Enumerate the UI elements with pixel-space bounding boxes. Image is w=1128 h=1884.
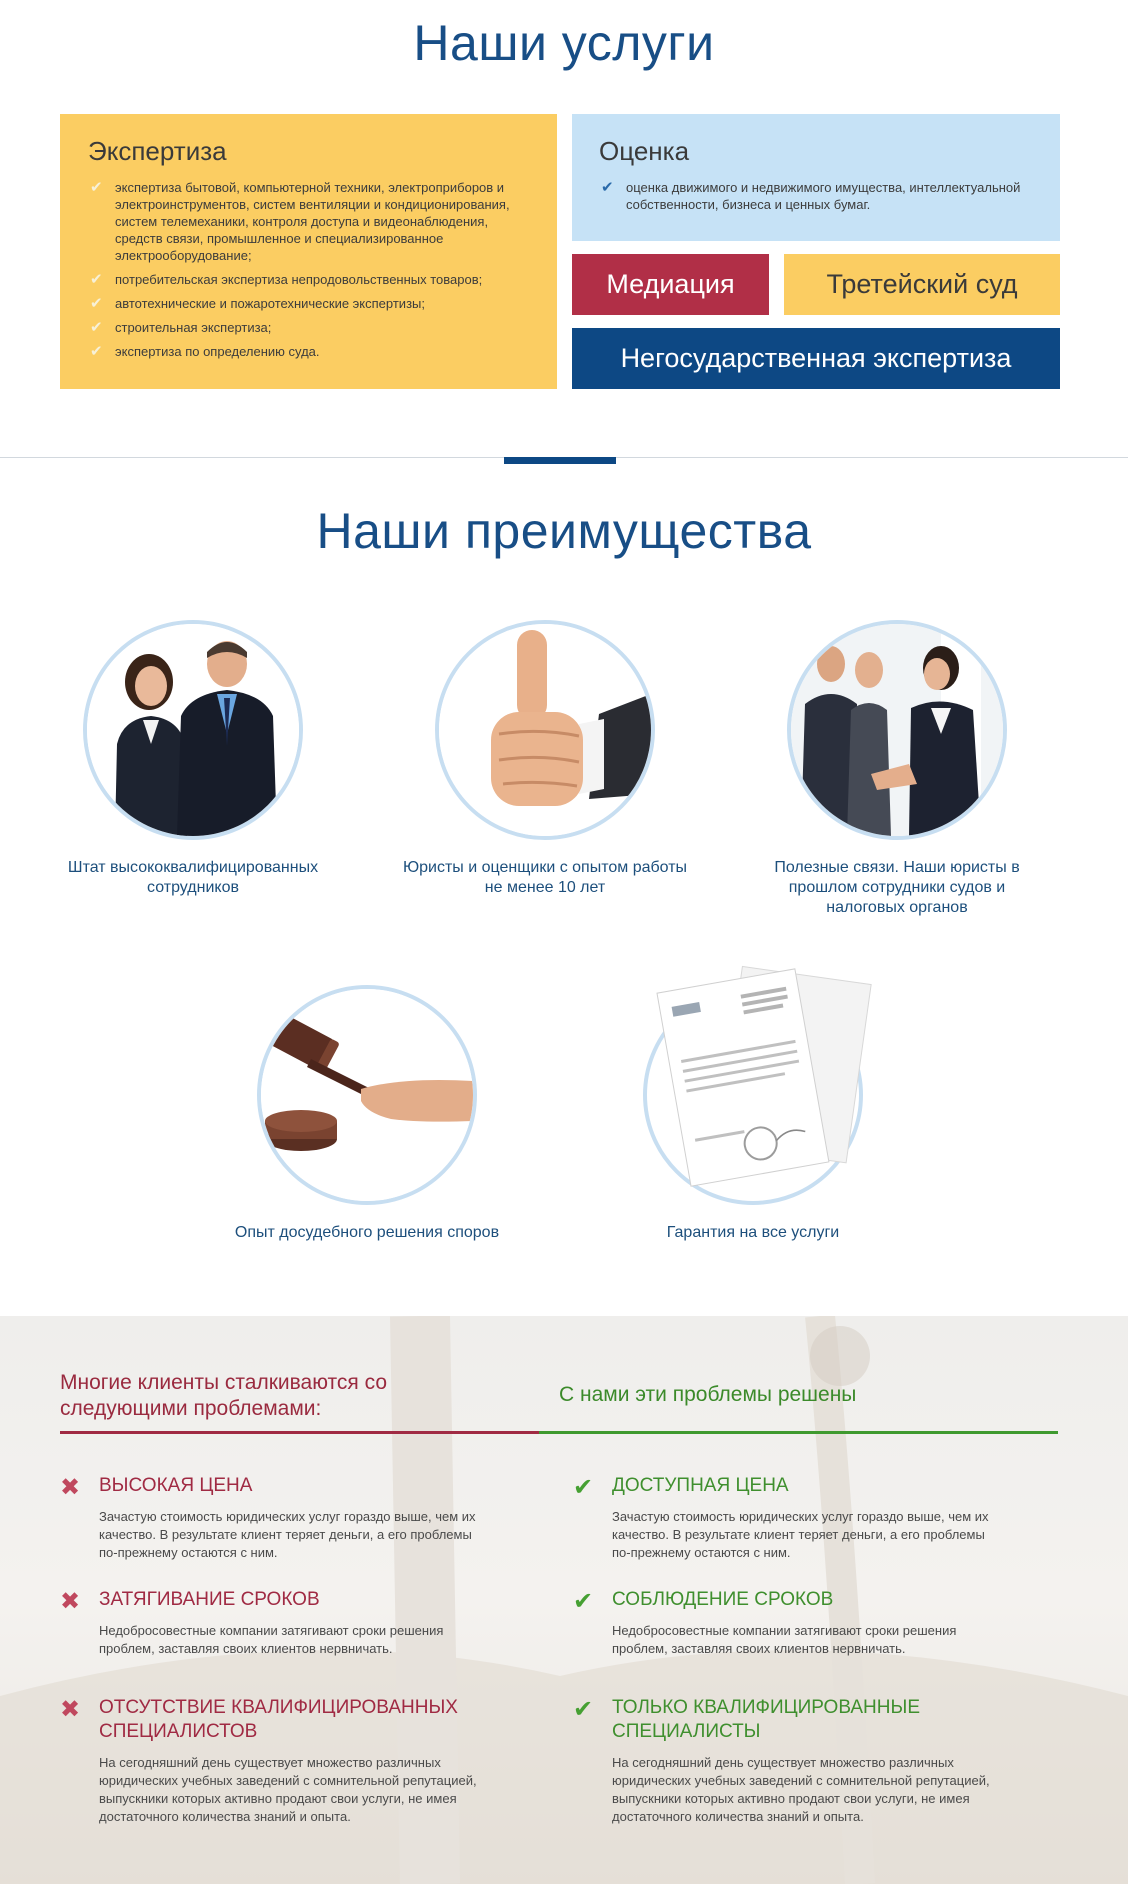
- problem-title: ЗАТЯГИВАНИЕ СРОКОВ: [99, 1589, 320, 1610]
- solution-title: СОБЛЮДЕНИЕ СРОКОВ: [612, 1589, 834, 1610]
- advantage-experience: [400, 620, 690, 898]
- advantages-title: Наши преимущества: [316, 503, 812, 559]
- advantage-staff: [48, 620, 338, 898]
- advantage-text: Штат высококвалифицированных сотрудников: [67, 859, 319, 896]
- expertise-card[interactable]: [60, 114, 557, 389]
- problem-text: Недобросовестные компании затягивают сроки решения проблем, заставляя своих клиентов нервничать.: [99, 1623, 444, 1656]
- advantage-text: Опыт досудебного решения споров: [234, 1224, 500, 1241]
- handshake-icon: [791, 624, 1003, 836]
- advantage-pretrial: [222, 985, 512, 1243]
- arbitration-button[interactable]: Третейский суд: [784, 254, 1060, 315]
- list-item: ✔ оценка движимого и недвижимого имущества, интеллектуальной собственности, бизнеса и ценных бумаг.: [601, 179, 1021, 212]
- left-underline: [60, 1431, 539, 1434]
- solution-title: ДОСТУПНАЯ ЦЕНА: [612, 1475, 789, 1496]
- problem-item: [60, 1474, 476, 1562]
- solution-item: [573, 1696, 990, 1826]
- services-title: Наши услуги: [413, 15, 715, 71]
- problem-title: ВЫСОКАЯ ЦЕНА: [99, 1475, 253, 1496]
- advantage-text: Юристы и оценщики с опытом работы не менее 10 лет: [402, 859, 688, 896]
- cross-icon: ✖: [60, 1588, 81, 1615]
- thumbs-up-photo: [435, 620, 655, 840]
- check-icon: ✔: [90, 319, 103, 336]
- problem-item: [60, 1696, 477, 1826]
- document-icon: [647, 989, 859, 1201]
- solution-text: Зачастую стоимость юридических услуг гораздо выше, чем их качество. В результате клиент теряет деньги, а его проблемы по-прежнему остаются с ним.: [612, 1509, 989, 1560]
- list-item: ✔ строительная экспертиза;: [90, 319, 272, 336]
- check-icon: ✔: [90, 179, 103, 196]
- problems-left-title: Многие клиенты сталкиваются со следующими проблемами:: [60, 1371, 388, 1420]
- documents-photo: [643, 985, 863, 1205]
- check-icon: ✔: [573, 1588, 594, 1615]
- check-icon: ✔: [601, 179, 614, 196]
- advantage-text: Гарантия на все услуги: [666, 1224, 840, 1241]
- section-divider-accent: [504, 457, 616, 464]
- staff-photo: [83, 620, 303, 840]
- expertise-list: [88, 179, 529, 360]
- solution-title: ТОЛЬКО КВАЛИФИЦИРОВАННЫЕ СПЕЦИАЛИСТЫ: [612, 1697, 920, 1742]
- people-icon: [87, 624, 299, 836]
- mediation-button[interactable]: Медиация: [572, 254, 769, 315]
- list-item: ✔ автотехнические и пожаротехнические экспертизы;: [90, 295, 425, 312]
- right-underline: [539, 1431, 1058, 1434]
- problems-section: [0, 1316, 1128, 1884]
- cross-icon: ✖: [60, 1696, 81, 1723]
- list-item: ✔ потребительская экспертиза непродовольственных товаров;: [90, 271, 483, 288]
- list-item: ✔ экспертиза бытовой, компьютерной техники, электроприборов и электроинструментов, систем вентиляции и кондиционирования, систем телемеханики, контроля доступа и видеонаблюдения, средств связи, промышленное и специализированное электрооборудование;: [90, 179, 510, 263]
- problem-title: ОТСУТСТВИЕ КВАЛИФИЦИРОВАННЫХ СПЕЦИАЛИСТОВ: [99, 1697, 458, 1742]
- problem-text: На сегодняшний день существует множество различных юридических учебных заведений с сомнительной репутацией, выпускники которых активно продают свои услуги, не имея достаточного количества знаний и опыта.: [99, 1755, 477, 1824]
- ocenka-card[interactable]: [572, 114, 1060, 241]
- problem-item: [60, 1588, 460, 1658]
- solution-text: На сегодняшний день существует множество различных юридических учебных заведений с сомнительной репутацией, выпускники которых активно продают свои услуги, не имея достаточного количества знаний и опыта.: [612, 1755, 990, 1824]
- handshake-photo: [787, 620, 1007, 840]
- check-icon: ✔: [90, 271, 103, 288]
- list-item: ✔ экспертиза по определению суда.: [90, 343, 320, 360]
- check-icon: ✔: [90, 295, 103, 312]
- check-icon: ✔: [90, 343, 103, 360]
- problems-right-title: С нами эти проблемы решены: [559, 1383, 857, 1406]
- solution-text: Недобросовестные компании затягивают сроки решения проблем, заставляя своих клиентов нервничать.: [612, 1623, 957, 1656]
- nongov-expertise-button[interactable]: Негосударственная экспертиза: [572, 328, 1060, 389]
- check-icon: ✔: [573, 1696, 594, 1723]
- check-icon: ✔: [573, 1474, 594, 1501]
- ocenka-list: [599, 179, 1033, 213]
- thumbs-up-icon: [439, 624, 651, 836]
- ocenka-title: Оценка: [599, 136, 690, 166]
- gavel-icon: [261, 989, 473, 1201]
- advantage-guarantee: [608, 985, 898, 1243]
- solution-item: [573, 1588, 973, 1658]
- cross-icon: ✖: [60, 1474, 81, 1501]
- gavel-photo: [257, 985, 477, 1205]
- advantage-connections: [752, 620, 1042, 918]
- advantage-text: Полезные связи. Наши юристы в прошлом сотрудники судов и налоговых органов: [774, 859, 1020, 916]
- solution-item: [573, 1474, 989, 1562]
- expertise-title: Экспертиза: [88, 136, 227, 166]
- problem-text: Зачастую стоимость юридических услуг гораздо выше, чем их качество. В результате клиент теряет деньги, а его проблемы по-прежнему остаются с ним.: [99, 1509, 476, 1560]
